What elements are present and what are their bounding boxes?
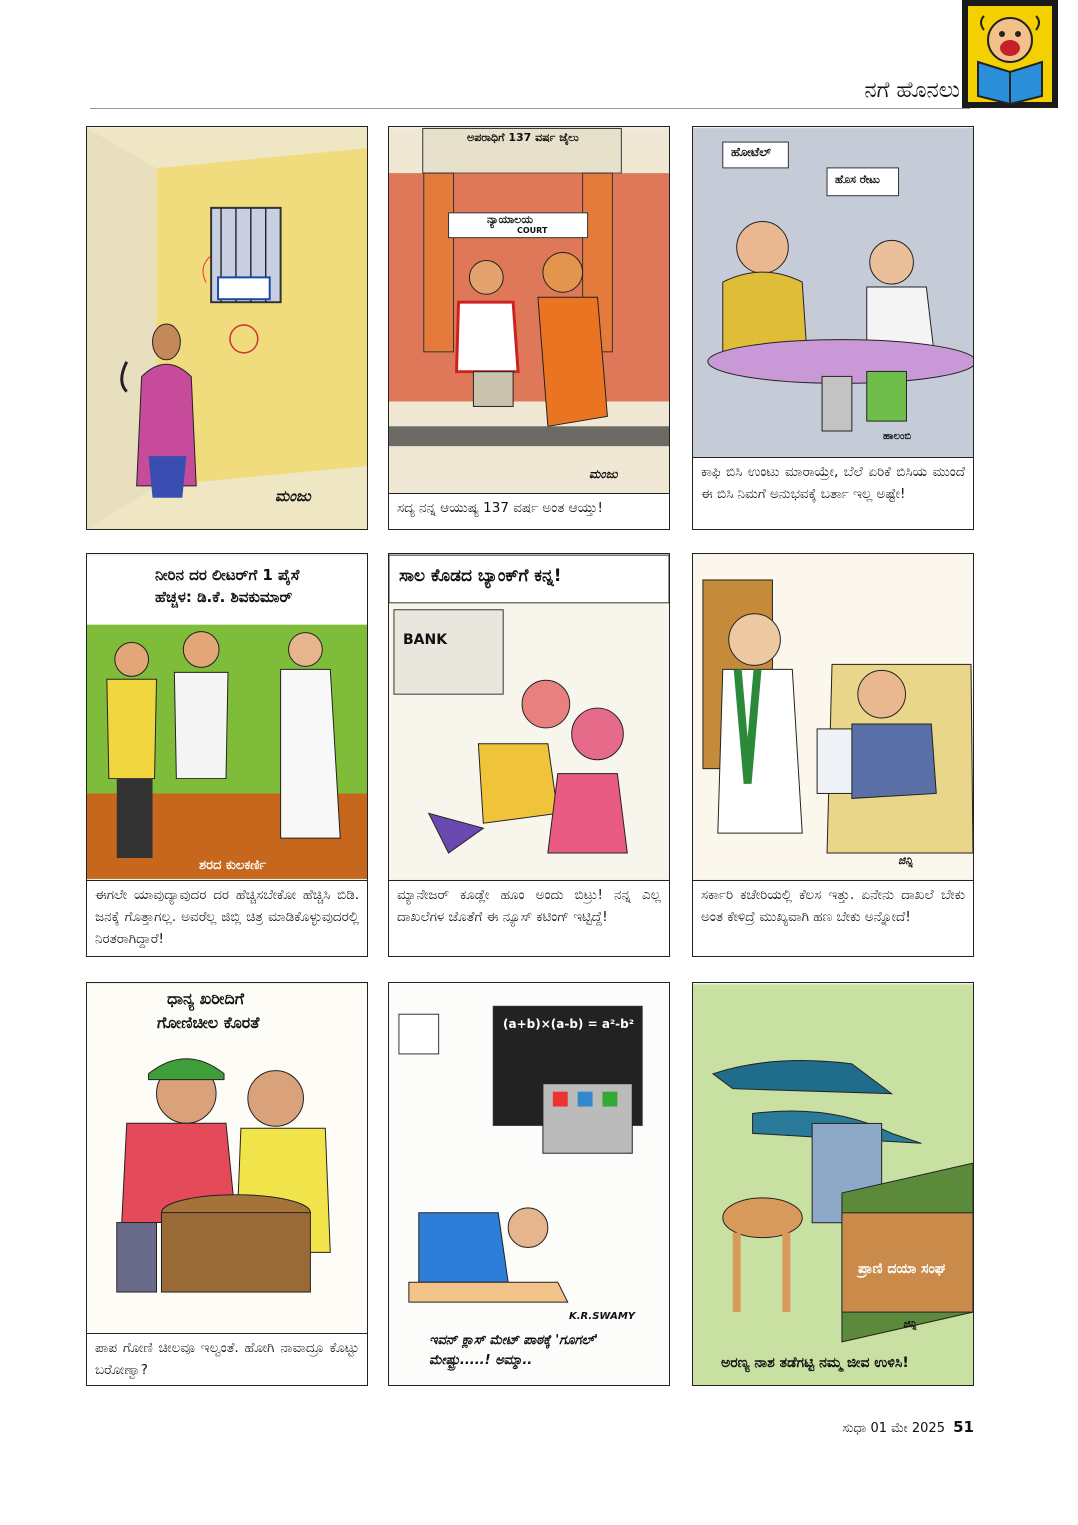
news-headline-2: ಗೋಣಿಚೀಲ ಕೊರತೆ bbox=[157, 1013, 260, 1032]
cartoon-signature: K.R.SWAMY bbox=[569, 1311, 636, 1322]
cartoon-panel-6 bbox=[692, 553, 974, 957]
page-footer bbox=[842, 1418, 974, 1436]
reader-mascot-logo bbox=[962, 0, 1058, 108]
cartoon-illustration bbox=[389, 554, 669, 880]
cartoon-panel-9 bbox=[692, 982, 974, 1386]
cartoon-signature: ಮಂಜು bbox=[275, 487, 311, 505]
cartoon-panel-3 bbox=[692, 126, 974, 530]
cartoon-caption: ಮ್ಯಾನೇಜರ್ ಕೂಡ್ಲೇ ಹೂಂ ಅಂದು ಬಿಟ್ರು! ನನ್ನ ಎಲ್ಲ ದಾಖಲೆಗಳ ಜೊತೆಗೆ ಈ ನ್ಯೂಸ್ ಕಟಿಂಗ್ ಇಟ್ಟಿದ್ದೆ! bbox=[389, 880, 669, 956]
cartoon-caption: ಸದ್ಯ ನನ್ನ ಆಯುಷ್ಯ 137 ವರ್ಷ ಅಂತ ಆಯ್ತು! bbox=[389, 493, 669, 529]
cartoon-illustration bbox=[87, 127, 367, 530]
cartoon-illustration bbox=[389, 127, 669, 530]
cartoon-panel-2 bbox=[388, 126, 670, 530]
cartoon-caption: ಪಾಪ ಗೋಣಿ ಚೀಲವೂ ಇಲ್ವಂತೆ. ಹೋಗಿ ನಾವಾದ್ರೂ ಕೊಟ್ಟು ಬರೋಣ್ವಾ? bbox=[87, 1333, 367, 1385]
header-rule bbox=[90, 108, 970, 109]
page-number: 51 bbox=[953, 1418, 974, 1436]
cartoon-panel-1 bbox=[86, 126, 368, 530]
news-headline: ನೀರಿನ ದರ ಲೀಟರ್‌ಗೆ 1 ಪೈಸೆ bbox=[155, 566, 300, 584]
cartoon-signature: ಹಾಲಂಬಿ bbox=[883, 431, 912, 442]
court-sign: ನ್ಯಾಯಾಲಯ bbox=[487, 213, 534, 226]
cartoon-caption: ಇವನ್ ಕ್ಲಾಸ್ ಮೇಟ್ ಪಾಠಕ್ಕೆ 'ಗೂಗಲ್' ಮೇಷ್ಟ್ರು.....! ಅಮ್ಮಾ.. bbox=[429, 1333, 599, 1368]
news-headline: ಧಾನ್ಯ ಖರೀದಿಗೆ bbox=[167, 989, 244, 1008]
society-sign: ಪ್ರಾಣಿ ದಯಾ ಸಂಘ bbox=[858, 1261, 946, 1277]
cartoon-signature: ಮಂಜು bbox=[589, 467, 618, 481]
news-board: ಅಪರಾಧಿಗೆ 137 ವರ್ಷ ಜೈಲು bbox=[467, 131, 579, 144]
cartoon-signature: ಶರದ ಕುಲಕರ್ಣಿ bbox=[199, 858, 267, 873]
cartoon-illustration bbox=[87, 983, 367, 1335]
cartoon-caption: ಕಾಫಿ ಬಿಸಿ ಉಂಟು ಮಾರಾಯ್ರೇ, ಬೆಲೆ ಏರಿಕೆ ಬಿಸಿಯ ಮುಂದೆ ಈ ಬಿಸಿ ನಿಮಗೆ ಅನುಭವಕ್ಕೆ ಬರ್ತಾ ಇಲ್ಲ ಅಷ್ಟೇ! bbox=[693, 457, 973, 529]
cartoon-caption: ಸರ್ಕಾರಿ ಕಚೇರಿಯಲ್ಲಿ ಕೆಲಸ ಇತ್ತು. ಏನೇನು ದಾಖಲೆ ಬೇಕು ಅಂತ ಕೇಳಿದ್ರೆ ಮುಖ್ಯವಾಗಿ ಹಣ ಬೇಕು ಅನ್ನೋದೆ! bbox=[693, 880, 973, 956]
section-title: ನಗೆ ಹೊನಲು bbox=[864, 78, 960, 103]
cartoon-illustration bbox=[389, 983, 669, 1386]
hotel-sign: ಹೋಟೆಲ್ bbox=[731, 145, 771, 159]
cartoon-panel-5 bbox=[388, 553, 670, 957]
cartoon-panel-8 bbox=[388, 982, 670, 1386]
cartoon-illustration bbox=[693, 554, 973, 880]
cartoon-panel-7 bbox=[86, 982, 368, 1386]
cartoon-illustration bbox=[693, 983, 973, 1386]
rate-sign: ಹೊಸ ರೇಟು bbox=[835, 173, 880, 186]
court-sign-english: COURT bbox=[517, 226, 548, 235]
bank-sign: BANK bbox=[403, 632, 448, 648]
magazine-issue: ಸುಧಾ 01 ಮೇ 2025 bbox=[842, 1421, 945, 1436]
cartoon-signature: ಜಿನ್ನಿ bbox=[903, 1319, 917, 1330]
cartoon-illustration bbox=[693, 127, 973, 459]
chalkboard-formula: (a+b)×(a-b) = a²-b² bbox=[503, 1017, 634, 1031]
news-headline-2: ಹೆಚ್ಚಳ: ಡಿ.ಕೆ. ಶಿವಕುಮಾರ್ bbox=[155, 588, 293, 606]
news-headline: ಸಾಲ ಕೊಡದ ಬ್ಯಾಂಕ್‌ಗೆ ಕನ್ನ! bbox=[399, 566, 562, 586]
cartoon-signature: ಜಿನ್ನಿ bbox=[898, 854, 913, 867]
cartoon-caption: ಅರಣ್ಯ ನಾಶ ತಡೆಗಟ್ಟಿ ನಮ್ಮ ಜೀವ ಉಳಿಸಿ! bbox=[721, 1355, 909, 1371]
cartoon-caption: ಈಗಲೇ ಯಾವುದ್ಯಾವುದರ ದರ ಹೆಚ್ಚಿಸಬೇಕೋ ಹೆಚ್ಚಿಸಿ ಬಿಡಿ. ಜನಕ್ಕೆ ಗೊತ್ತಾಗಲ್ಲ. ಅವರೆಲ್ಲ ಜಿಬ್ಲಿ ಚಿತ್ರ ಮಾಡಿಕೊಳ್ಳುವುದರಲ್ಲಿ ನಿರತರಾಗಿದ್ದಾರೆ! bbox=[87, 880, 367, 956]
cartoon-panel-4 bbox=[86, 553, 368, 957]
